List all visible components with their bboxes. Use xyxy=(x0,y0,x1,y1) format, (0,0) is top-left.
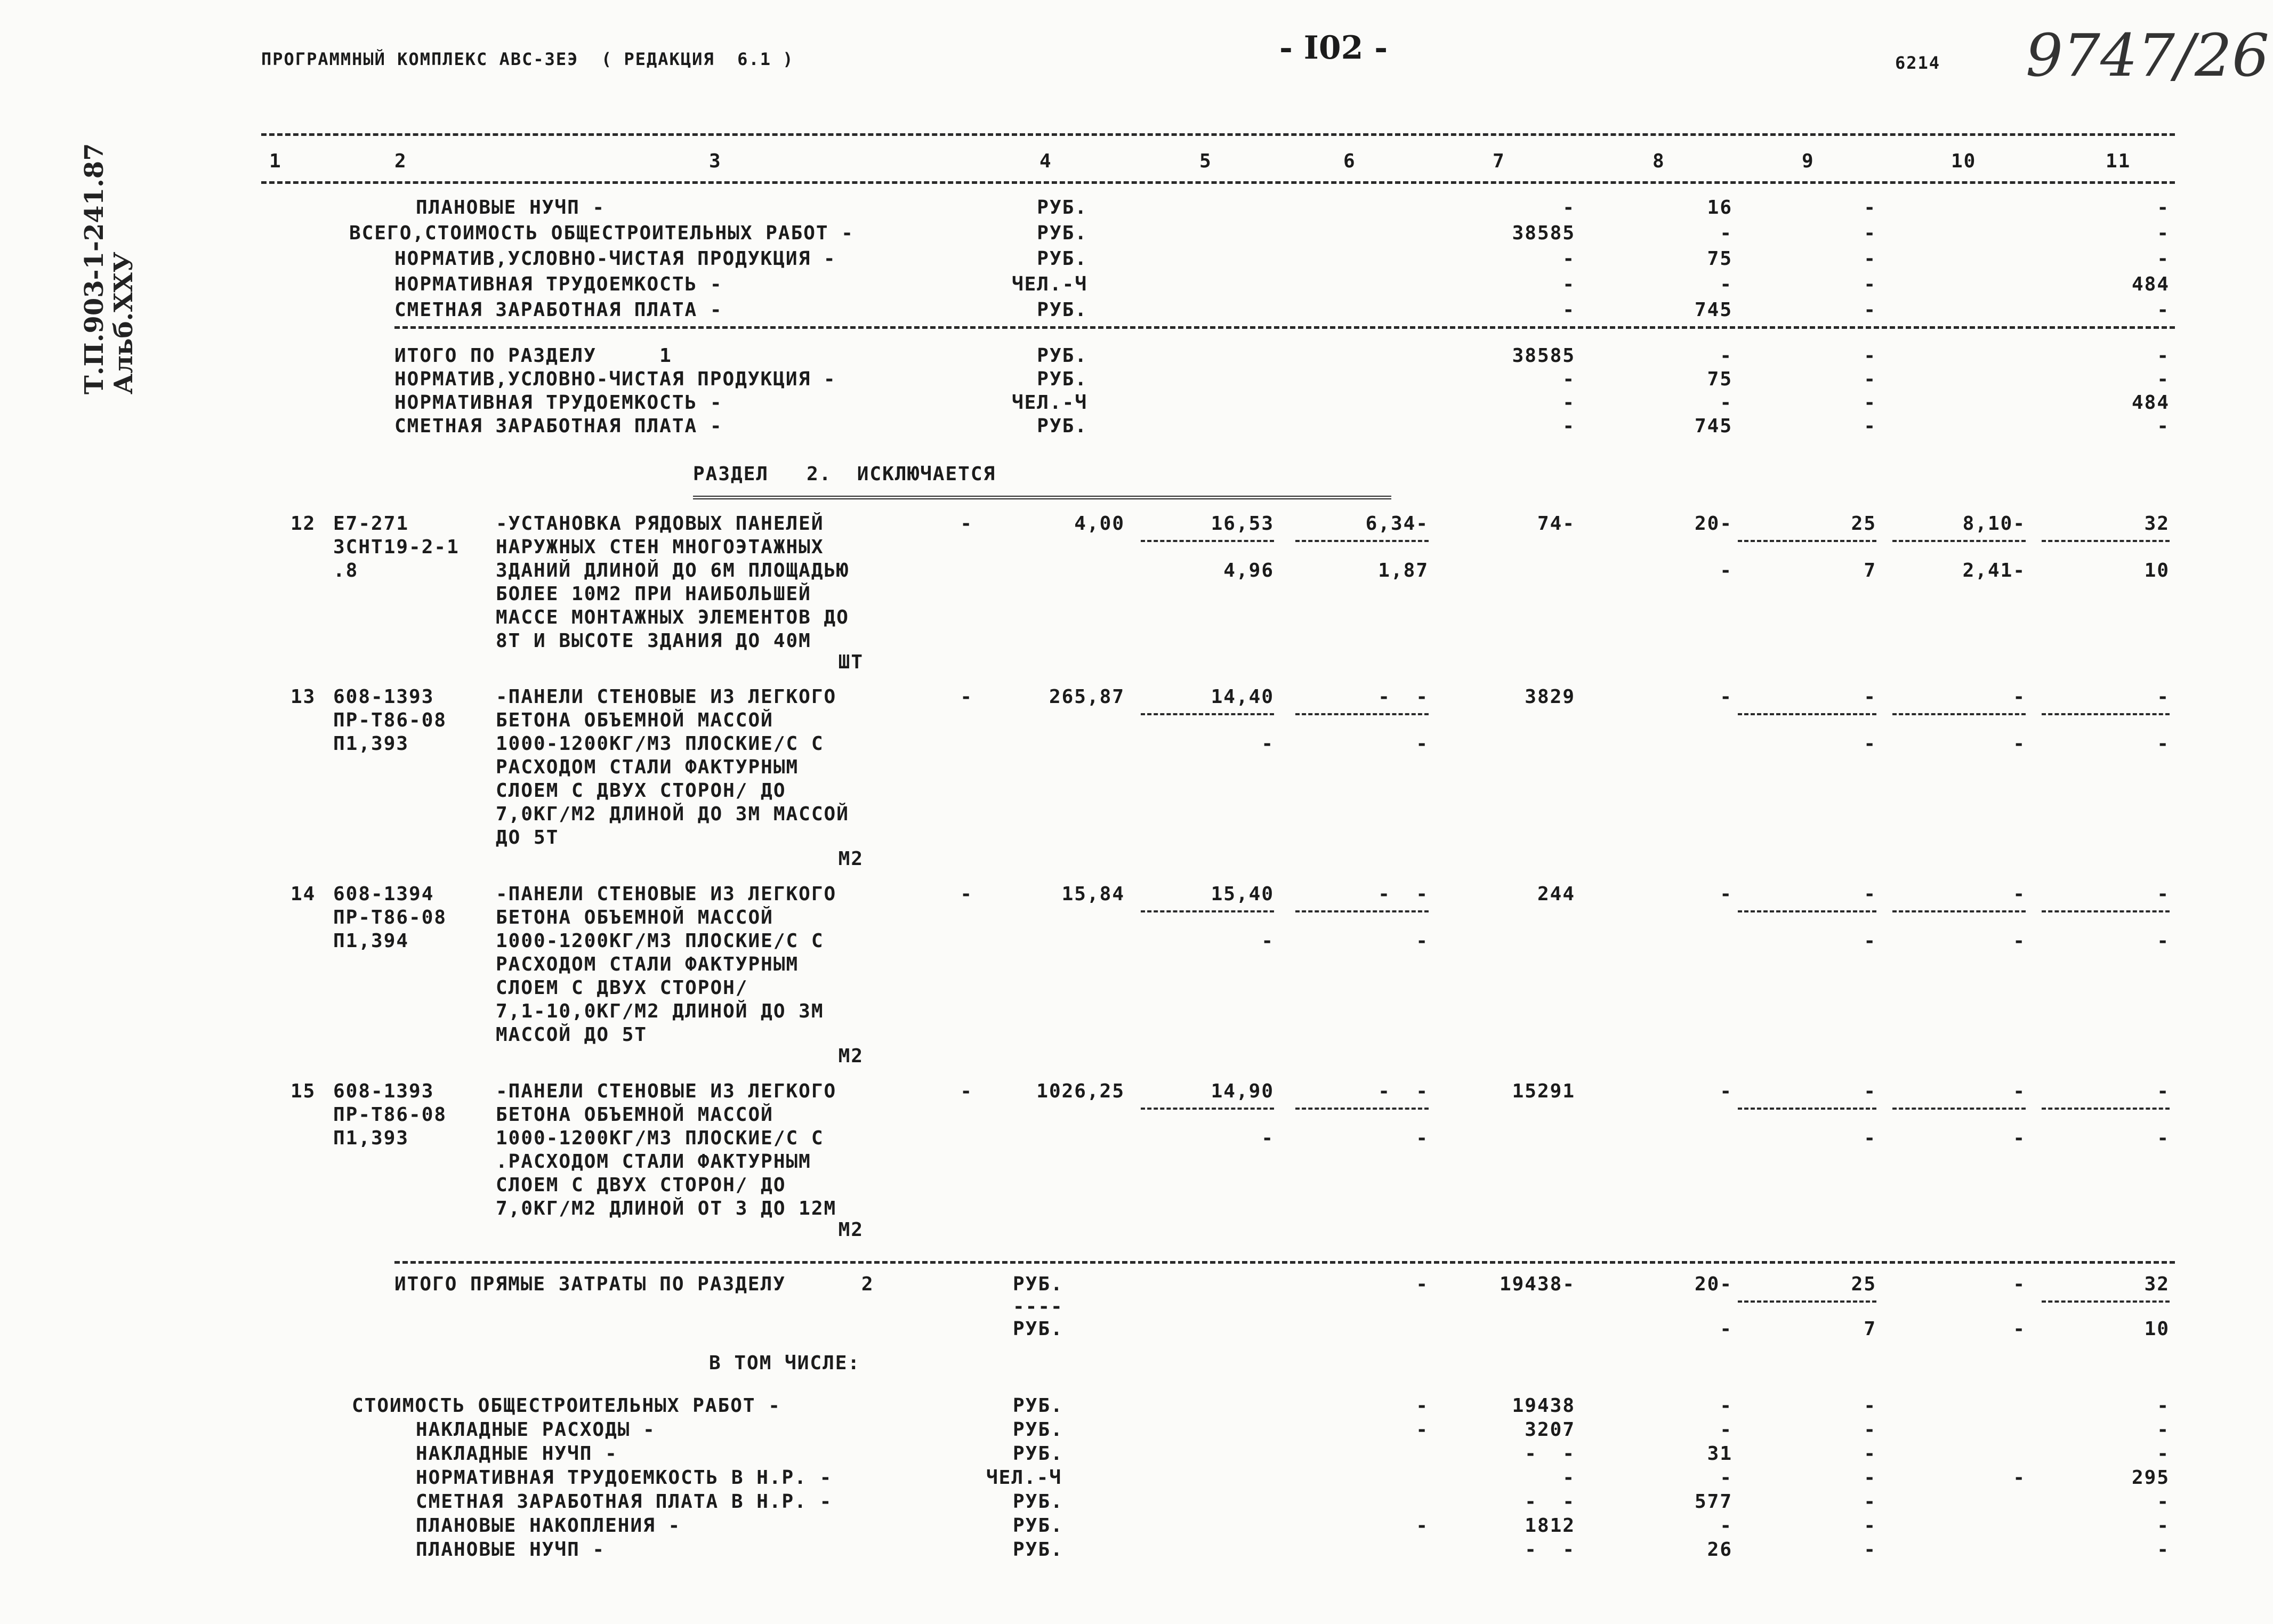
row-unit: РУБ. xyxy=(1037,248,1087,270)
total-separator xyxy=(394,1261,2175,1264)
item-col7: 3829 xyxy=(1525,686,1575,708)
cell-c11: - xyxy=(2157,415,2170,437)
item-code-line: ПР-Т86-08 xyxy=(333,907,447,928)
dashed-rule xyxy=(2042,1108,2170,1110)
including-c7: - - xyxy=(1525,1491,1575,1513)
total-c9-bottom: 7 xyxy=(1864,1318,1876,1340)
item-c9-top: - xyxy=(1864,883,1876,905)
item-code-line: П1,393 xyxy=(333,1127,409,1149)
program-header: ПРОГРАММНЫЙ КОМПЛЕКС АВС-3ЕЭ ( РЕДАКЦИЯ 6.1 ) xyxy=(261,49,794,69)
including-c9: - xyxy=(1864,1395,1876,1417)
item-c6-top: - - xyxy=(1378,686,1429,708)
total-c11-top: 32 xyxy=(2144,1273,2170,1295)
item-col7: 15291 xyxy=(1512,1080,1575,1102)
item-description-line: РАСХОДОМ СТАЛИ ФАКТУРНЫМ xyxy=(496,954,799,975)
dashed-rule xyxy=(1295,910,1429,912)
item-description-line: СЛОЕМ С ДВУХ СТОРОН/ ДО xyxy=(496,1174,786,1196)
dashed-rule xyxy=(1738,540,1876,542)
cell-c8: 75 xyxy=(1707,248,1732,270)
dashed-rule xyxy=(1738,910,1876,912)
total-unit-2: РУБ. xyxy=(1013,1318,1063,1340)
item-number: 15 xyxy=(291,1080,316,1102)
including-c7: 3207 xyxy=(1525,1419,1575,1441)
including-row-label: СМЕТНАЯ ЗАРАБОТНАЯ ПЛАТА В Н.Р. - xyxy=(416,1491,833,1513)
row-unit: РУБ. xyxy=(1037,197,1087,219)
cell-c11: - xyxy=(2157,299,2170,321)
column-header-3: 3 xyxy=(709,150,722,172)
column-header-2: 2 xyxy=(394,150,407,172)
including-c8: - xyxy=(1720,1395,1732,1417)
row-label: НОРМАТИВ,УСЛОВНО-ЧИСТАЯ ПРОДУКЦИЯ - xyxy=(394,248,836,270)
item-c11-bottom: 10 xyxy=(2144,560,2170,581)
cell-c8: - xyxy=(1720,392,1732,414)
item-c9-bottom: 7 xyxy=(1864,560,1876,581)
item-description-line: ЗДАНИЙ ДЛИНОЙ ДО 6М ПЛОЩАДЬЮ xyxy=(496,560,849,581)
cell-c11: - xyxy=(2157,197,2170,219)
cell-c9: - xyxy=(1864,197,1876,219)
item-description-line: БЕТОНА ОБЪЕМНОЙ МАССОЙ xyxy=(496,1104,773,1126)
cell-c7: - xyxy=(1562,273,1575,295)
item-c9-top: - xyxy=(1864,1080,1876,1102)
item-number: 14 xyxy=(291,883,316,905)
item-c11-bottom: - xyxy=(2157,733,2170,755)
item-description-line: -ПАНЕЛИ СТЕНОВЫЕ ИЗ ЛЕГКОГО xyxy=(496,1080,837,1102)
item-description-line: -УСТАНОВКА РЯДОВЫХ ПАНЕЛЕЙ xyxy=(496,513,824,535)
total-c9-top: 25 xyxy=(1851,1273,1876,1295)
row-unit: РУБ. xyxy=(1037,222,1087,244)
item-description-line: 1000-1200КГ/М3 ПЛОСКИЕ/С С xyxy=(496,733,824,755)
total-c8-top: 20- xyxy=(1694,1273,1732,1295)
including-row-label: НОРМАТИВНАЯ ТРУДОЕМКОСТЬ В Н.Р. - xyxy=(416,1467,833,1489)
item-c11-top: 32 xyxy=(2144,513,2170,535)
item-code-line: 608-1394 xyxy=(333,883,434,905)
dashed-rule xyxy=(2042,910,2170,912)
item-c5-top: 16,53 xyxy=(1211,513,1274,535)
cell-c7: - xyxy=(1562,197,1575,219)
including-c11: 295 xyxy=(2131,1467,2170,1489)
cell-c8: 745 xyxy=(1694,299,1732,321)
row-label: ПЛАНОВЫЕ НУЧП - xyxy=(416,197,606,219)
total-unit: РУБ. xyxy=(1013,1273,1063,1295)
including-c11: - xyxy=(2157,1491,2170,1513)
including-c9: - xyxy=(1864,1443,1876,1465)
item-c8-top: - xyxy=(1720,686,1732,708)
row-label: НОРМАТИВ,УСЛОВНО-ЧИСТАЯ ПРОДУКЦИЯ - xyxy=(394,368,836,390)
item-c5-top: 14,40 xyxy=(1211,686,1274,708)
section-title-underline xyxy=(693,496,1391,499)
row-label: ИТОГО ПО РАЗДЕЛУ 1 xyxy=(394,345,672,367)
item-col3: - xyxy=(960,883,973,905)
dashed-rule xyxy=(1738,713,1876,715)
including-c8: 577 xyxy=(1694,1491,1732,1513)
item-col4: 15,84 xyxy=(1061,883,1125,905)
item-c8-top: - xyxy=(1720,1080,1732,1102)
cell-c7: 38585 xyxy=(1512,345,1575,367)
dashed-rule xyxy=(1295,713,1429,715)
row-unit: ЧЕЛ.-Ч xyxy=(1011,392,1087,414)
item-c10-top: - xyxy=(2013,883,2026,905)
including-c9: - xyxy=(1864,1419,1876,1441)
item-c5-bottom: - xyxy=(1261,733,1274,755)
item-c9-bottom: - xyxy=(1864,1127,1876,1149)
dashed-rule xyxy=(2042,1300,2170,1303)
cell-c11: 484 xyxy=(2131,273,2170,295)
including-c9: - xyxy=(1864,1515,1876,1537)
dashed-rule xyxy=(1141,713,1274,715)
including-title: В ТОМ ЧИСЛЕ: xyxy=(709,1352,861,1374)
side-label xyxy=(80,143,139,394)
item-c8-top: - xyxy=(1720,883,1732,905)
column-header-7: 7 xyxy=(1493,150,1505,172)
column-header-6: 6 xyxy=(1343,150,1356,172)
item-c10-bottom: - xyxy=(2013,733,2026,755)
including-row-label: НАКЛАДНЫЕ РАСХОДЫ - xyxy=(416,1419,656,1441)
item-code-line: П1,393 xyxy=(333,733,409,755)
column-header-5: 5 xyxy=(1199,150,1212,172)
including-c8: 26 xyxy=(1707,1539,1732,1561)
dashed-rule xyxy=(1892,540,2026,542)
dashed-rule xyxy=(1141,540,1274,542)
item-unit: М2 xyxy=(838,1045,864,1067)
row-label: ВСЕГО,СТОИМОСТЬ ОБЩЕСТРОИТЕЛЬНЫХ РАБОТ - xyxy=(349,222,854,244)
item-c10-top: - xyxy=(2013,1080,2026,1102)
item-c5-bottom: 4,96 xyxy=(1223,560,1274,581)
dashed-rule xyxy=(1738,1108,1876,1110)
item-number: 13 xyxy=(291,686,316,708)
including-c7: - - xyxy=(1525,1443,1575,1465)
dashed-rule xyxy=(1892,1108,2026,1110)
item-description-line: РАСХОДОМ СТАЛИ ФАКТУРНЫМ xyxy=(496,756,799,778)
dashed-rule xyxy=(1141,1108,1274,1110)
including-c8: - xyxy=(1720,1419,1732,1441)
dashed-rule xyxy=(2042,540,2170,542)
item-c10-bottom: - xyxy=(2013,930,2026,952)
including-row-label: СТОИМОСТЬ ОБЩЕСТРОИТЕЛЬНЫХ РАБОТ - xyxy=(352,1395,781,1417)
item-c5-top: 14,90 xyxy=(1211,1080,1274,1102)
item-code-line: 608-1393 xyxy=(333,1080,434,1102)
item-unit: М2 xyxy=(838,848,864,870)
dashed-rule xyxy=(1738,1300,1876,1303)
item-c9-top: - xyxy=(1864,686,1876,708)
item-col3: - xyxy=(960,1080,973,1102)
item-c11-bottom: - xyxy=(2157,930,2170,952)
item-description-line: -ПАНЕЛИ СТЕНОВЫЕ ИЗ ЛЕГКОГО xyxy=(496,883,837,905)
dashed-rule xyxy=(1892,910,2026,912)
including-c11: - xyxy=(2157,1539,2170,1561)
item-c6-top: - - xyxy=(1378,883,1429,905)
item-description-line: .РАСХОДОМ СТАЛИ ФАКТУРНЫМ xyxy=(496,1151,811,1173)
item-c5-bottom: - xyxy=(1261,1127,1274,1149)
dashed-rule xyxy=(1892,713,2026,715)
item-col3: - xyxy=(960,513,973,535)
including-c8: - xyxy=(1720,1467,1732,1489)
item-c11-top: - xyxy=(2157,883,2170,905)
header-bottom-rule xyxy=(261,181,2175,184)
total-c10-bottom: - xyxy=(2013,1318,2026,1340)
item-c9-bottom: - xyxy=(1864,930,1876,952)
including-row-unit: РУБ. xyxy=(1013,1443,1063,1465)
item-unit: ШТ xyxy=(838,651,864,673)
row-unit: РУБ. xyxy=(1037,345,1087,367)
including-c6: - xyxy=(1416,1419,1429,1441)
item-description-line: 7,0КГ/М2 ДЛИНОЙ ДО 3М МАССОЙ xyxy=(496,803,849,825)
column-header-11: 11 xyxy=(2106,150,2131,172)
dashed-rule xyxy=(1141,910,1274,912)
cell-c8: - xyxy=(1720,222,1732,244)
item-c6-top: - - xyxy=(1378,1080,1429,1102)
including-row-unit: РУБ. xyxy=(1013,1419,1063,1441)
cell-c9: - xyxy=(1864,345,1876,367)
cell-c9: - xyxy=(1864,392,1876,414)
block-separator xyxy=(394,326,2175,329)
column-header-10: 10 xyxy=(1951,150,1977,172)
cell-c11: - xyxy=(2157,368,2170,390)
item-col3: - xyxy=(960,686,973,708)
item-c5-top: 15,40 xyxy=(1211,883,1274,905)
row-unit: РУБ. xyxy=(1037,299,1087,321)
including-row-label: ПЛАНОВЫЕ НАКОПЛЕНИЯ - xyxy=(416,1515,681,1537)
handwritten-number: 9747/26 xyxy=(2026,21,2269,90)
item-col4: 1026,25 xyxy=(1036,1080,1125,1102)
cell-c11: - xyxy=(2157,345,2170,367)
item-c6-top: 6,34- xyxy=(1365,513,1429,535)
column-header-9: 9 xyxy=(1802,150,1815,172)
cell-c7: - xyxy=(1562,415,1575,437)
cell-c11: 484 xyxy=(2131,392,2170,414)
row-label: НОРМАТИВНАЯ ТРУДОЕМКОСТЬ - xyxy=(394,392,723,414)
dashed-rule xyxy=(1295,540,1429,542)
item-c6-bottom: - xyxy=(1416,930,1429,952)
total-c8-bottom: - xyxy=(1720,1318,1732,1340)
including-c7: 19438 xyxy=(1512,1395,1575,1417)
item-description-line: 8Т И ВЫСОТЕ ЗДАНИЯ ДО 40М xyxy=(496,630,811,652)
item-unit: М2 xyxy=(838,1219,864,1241)
cell-c7: 38585 xyxy=(1512,222,1575,244)
cell-c9: - xyxy=(1864,415,1876,437)
item-description-line: БЕТОНА ОБЪЕМНОЙ МАССОЙ xyxy=(496,907,773,928)
cell-c7: - xyxy=(1562,299,1575,321)
including-row-unit: РУБ. xyxy=(1013,1491,1063,1513)
item-code-line: .8 xyxy=(333,560,359,581)
item-number: 12 xyxy=(291,513,316,535)
side-label-line-2: Альб.ХХУ xyxy=(109,252,139,394)
including-row-unit: РУБ. xyxy=(1013,1539,1063,1561)
cell-c8: - xyxy=(1720,345,1732,367)
row-unit: ЧЕЛ.-Ч xyxy=(1011,273,1087,295)
item-description-line: МАССОЙ ДО 5Т xyxy=(496,1024,648,1046)
item-description-line: НАРУЖНЫХ СТЕН МНОГОЭТАЖНЫХ xyxy=(496,536,824,558)
item-description-line: 1000-1200КГ/М3 ПЛОСКИЕ/С С xyxy=(496,930,824,952)
total-c11-bottom: 10 xyxy=(2144,1318,2170,1340)
item-description-line: БОЛЕЕ 10М2 ПРИ НАИБОЛЬШЕЙ xyxy=(496,583,811,605)
cell-c9: - xyxy=(1864,299,1876,321)
cell-c8: - xyxy=(1720,273,1732,295)
item-c9-bottom: - xyxy=(1864,733,1876,755)
item-code-line: П1,394 xyxy=(333,930,409,952)
cell-c7: - xyxy=(1562,392,1575,414)
column-header-1: 1 xyxy=(269,150,282,172)
item-c9-top: 25 xyxy=(1851,513,1876,535)
cell-c8: 745 xyxy=(1694,415,1732,437)
item-description-line: СЛОЕМ С ДВУХ СТОРОН/ xyxy=(496,977,748,999)
dashed-rule xyxy=(1295,1108,1429,1110)
including-c10: - xyxy=(2013,1467,2026,1489)
item-c8-bottom: - xyxy=(1720,560,1732,581)
section-title: РАЗДЕЛ 2. ИСКЛЮЧАЕТСЯ xyxy=(693,463,996,485)
cell-c9: - xyxy=(1864,273,1876,295)
item-c6-bottom: - xyxy=(1416,733,1429,755)
including-c7: - xyxy=(1562,1467,1575,1489)
item-col7: 244 xyxy=(1537,883,1575,905)
row-label: СМЕТНАЯ ЗАРАБОТНАЯ ПЛАТА - xyxy=(394,299,723,321)
cell-c7: - xyxy=(1562,368,1575,390)
including-c6: - xyxy=(1416,1395,1429,1417)
including-c8: 31 xyxy=(1707,1443,1732,1465)
item-c6-bottom: - xyxy=(1416,1127,1429,1149)
row-unit: РУБ. xyxy=(1037,415,1087,437)
table-top-rule xyxy=(261,133,2175,136)
total-c10-top: - xyxy=(2013,1273,2026,1295)
item-col4: 265,87 xyxy=(1049,686,1125,708)
item-col4: 4,00 xyxy=(1074,513,1125,535)
item-c11-bottom: - xyxy=(2157,1127,2170,1149)
row-label: НОРМАТИВНАЯ ТРУДОЕМКОСТЬ - xyxy=(394,273,723,295)
item-description-line: ДО 5Т xyxy=(496,827,559,849)
column-header-4: 4 xyxy=(1039,150,1052,172)
row-label: СМЕТНАЯ ЗАРАБОТНАЯ ПЛАТА - xyxy=(394,415,723,437)
including-c7: - - xyxy=(1525,1539,1575,1561)
item-c10-top: 8,10- xyxy=(1962,513,2026,535)
item-c8-top: 20- xyxy=(1694,513,1732,535)
including-row-unit: РУБ. xyxy=(1013,1395,1063,1417)
item-c10-bottom: - xyxy=(2013,1127,2026,1149)
item-code-line: 608-1393 xyxy=(333,686,434,708)
including-row-label: НАКЛАДНЫЕ НУЧП - xyxy=(416,1443,618,1465)
cell-c9: - xyxy=(1864,368,1876,390)
item-c6-bottom: 1,87 xyxy=(1378,560,1429,581)
item-description-line: 1000-1200КГ/М3 ПЛОСКИЕ/С С xyxy=(496,1127,824,1149)
including-c9: - xyxy=(1864,1467,1876,1489)
including-c11: - xyxy=(2157,1419,2170,1441)
including-c11: - xyxy=(2157,1515,2170,1537)
item-code-line: ПР-Т86-08 xyxy=(333,1104,447,1126)
row-unit: РУБ. xyxy=(1037,368,1087,390)
document-code: 6214 xyxy=(1895,53,1941,73)
item-description-line: -ПАНЕЛИ СТЕНОВЫЕ ИЗ ЛЕГКОГО xyxy=(496,686,837,708)
item-c11-top: - xyxy=(2157,686,2170,708)
cell-c11: - xyxy=(2157,248,2170,270)
item-code-line: ПР-Т86-08 xyxy=(333,709,447,731)
including-c9: - xyxy=(1864,1539,1876,1561)
item-c10-top: - xyxy=(2013,686,2026,708)
item-description-line: 7,1-10,0КГ/М2 ДЛИНОЙ ДО 3М xyxy=(496,1000,824,1022)
item-description-line: БЕТОНА ОБЪЕМНОЙ МАССОЙ xyxy=(496,709,773,731)
item-description-line: СЛОЕМ С ДВУХ СТОРОН/ ДО xyxy=(496,780,786,802)
side-label-line-1: Т.П.903-1-241.87 xyxy=(79,143,109,394)
item-code-line: Е7-271 xyxy=(333,513,409,535)
including-c11: - xyxy=(2157,1395,2170,1417)
item-c5-bottom: - xyxy=(1261,930,1274,952)
including-c6: - xyxy=(1416,1515,1429,1537)
total-col7: 19438- xyxy=(1499,1273,1575,1295)
cell-c9: - xyxy=(1864,222,1876,244)
including-c7: 1812 xyxy=(1525,1515,1575,1537)
including-c9: - xyxy=(1864,1491,1876,1513)
including-row-label: ПЛАНОВЫЕ НУЧП - xyxy=(416,1539,606,1561)
including-row-unit: ЧЕЛ.-Ч xyxy=(986,1467,1062,1489)
cell-c8: 16 xyxy=(1707,197,1732,219)
item-description-line: МАССЕ МОНТАЖНЫХ ЭЛЕМЕНТОВ ДО xyxy=(496,607,849,628)
column-header-8: 8 xyxy=(1653,150,1665,172)
including-row-unit: РУБ. xyxy=(1013,1515,1063,1537)
cell-c8: 75 xyxy=(1707,368,1732,390)
total-unit-dash: ---- xyxy=(1013,1296,1063,1318)
cell-c11: - xyxy=(2157,222,2170,244)
including-c8: - xyxy=(1720,1515,1732,1537)
page-number: - I02 - xyxy=(1279,29,1388,67)
total-col6: - xyxy=(1416,1273,1429,1295)
total-label: ИТОГО ПРЯМЫЕ ЗАТРАТЫ ПО РАЗДЕЛУ 2 xyxy=(394,1273,874,1295)
including-c11: - xyxy=(2157,1443,2170,1465)
item-code-line: ЗСНТ19-2-1 xyxy=(333,536,460,558)
item-c10-bottom: 2,41- xyxy=(1962,560,2026,581)
item-c11-top: - xyxy=(2157,1080,2170,1102)
dashed-rule xyxy=(2042,713,2170,715)
item-col7: 74- xyxy=(1537,513,1575,535)
item-description-line: 7,0КГ/М2 ДЛИНОЙ ОТ 3 ДО 12М xyxy=(496,1198,837,1219)
cell-c9: - xyxy=(1864,248,1876,270)
cell-c7: - xyxy=(1562,248,1575,270)
